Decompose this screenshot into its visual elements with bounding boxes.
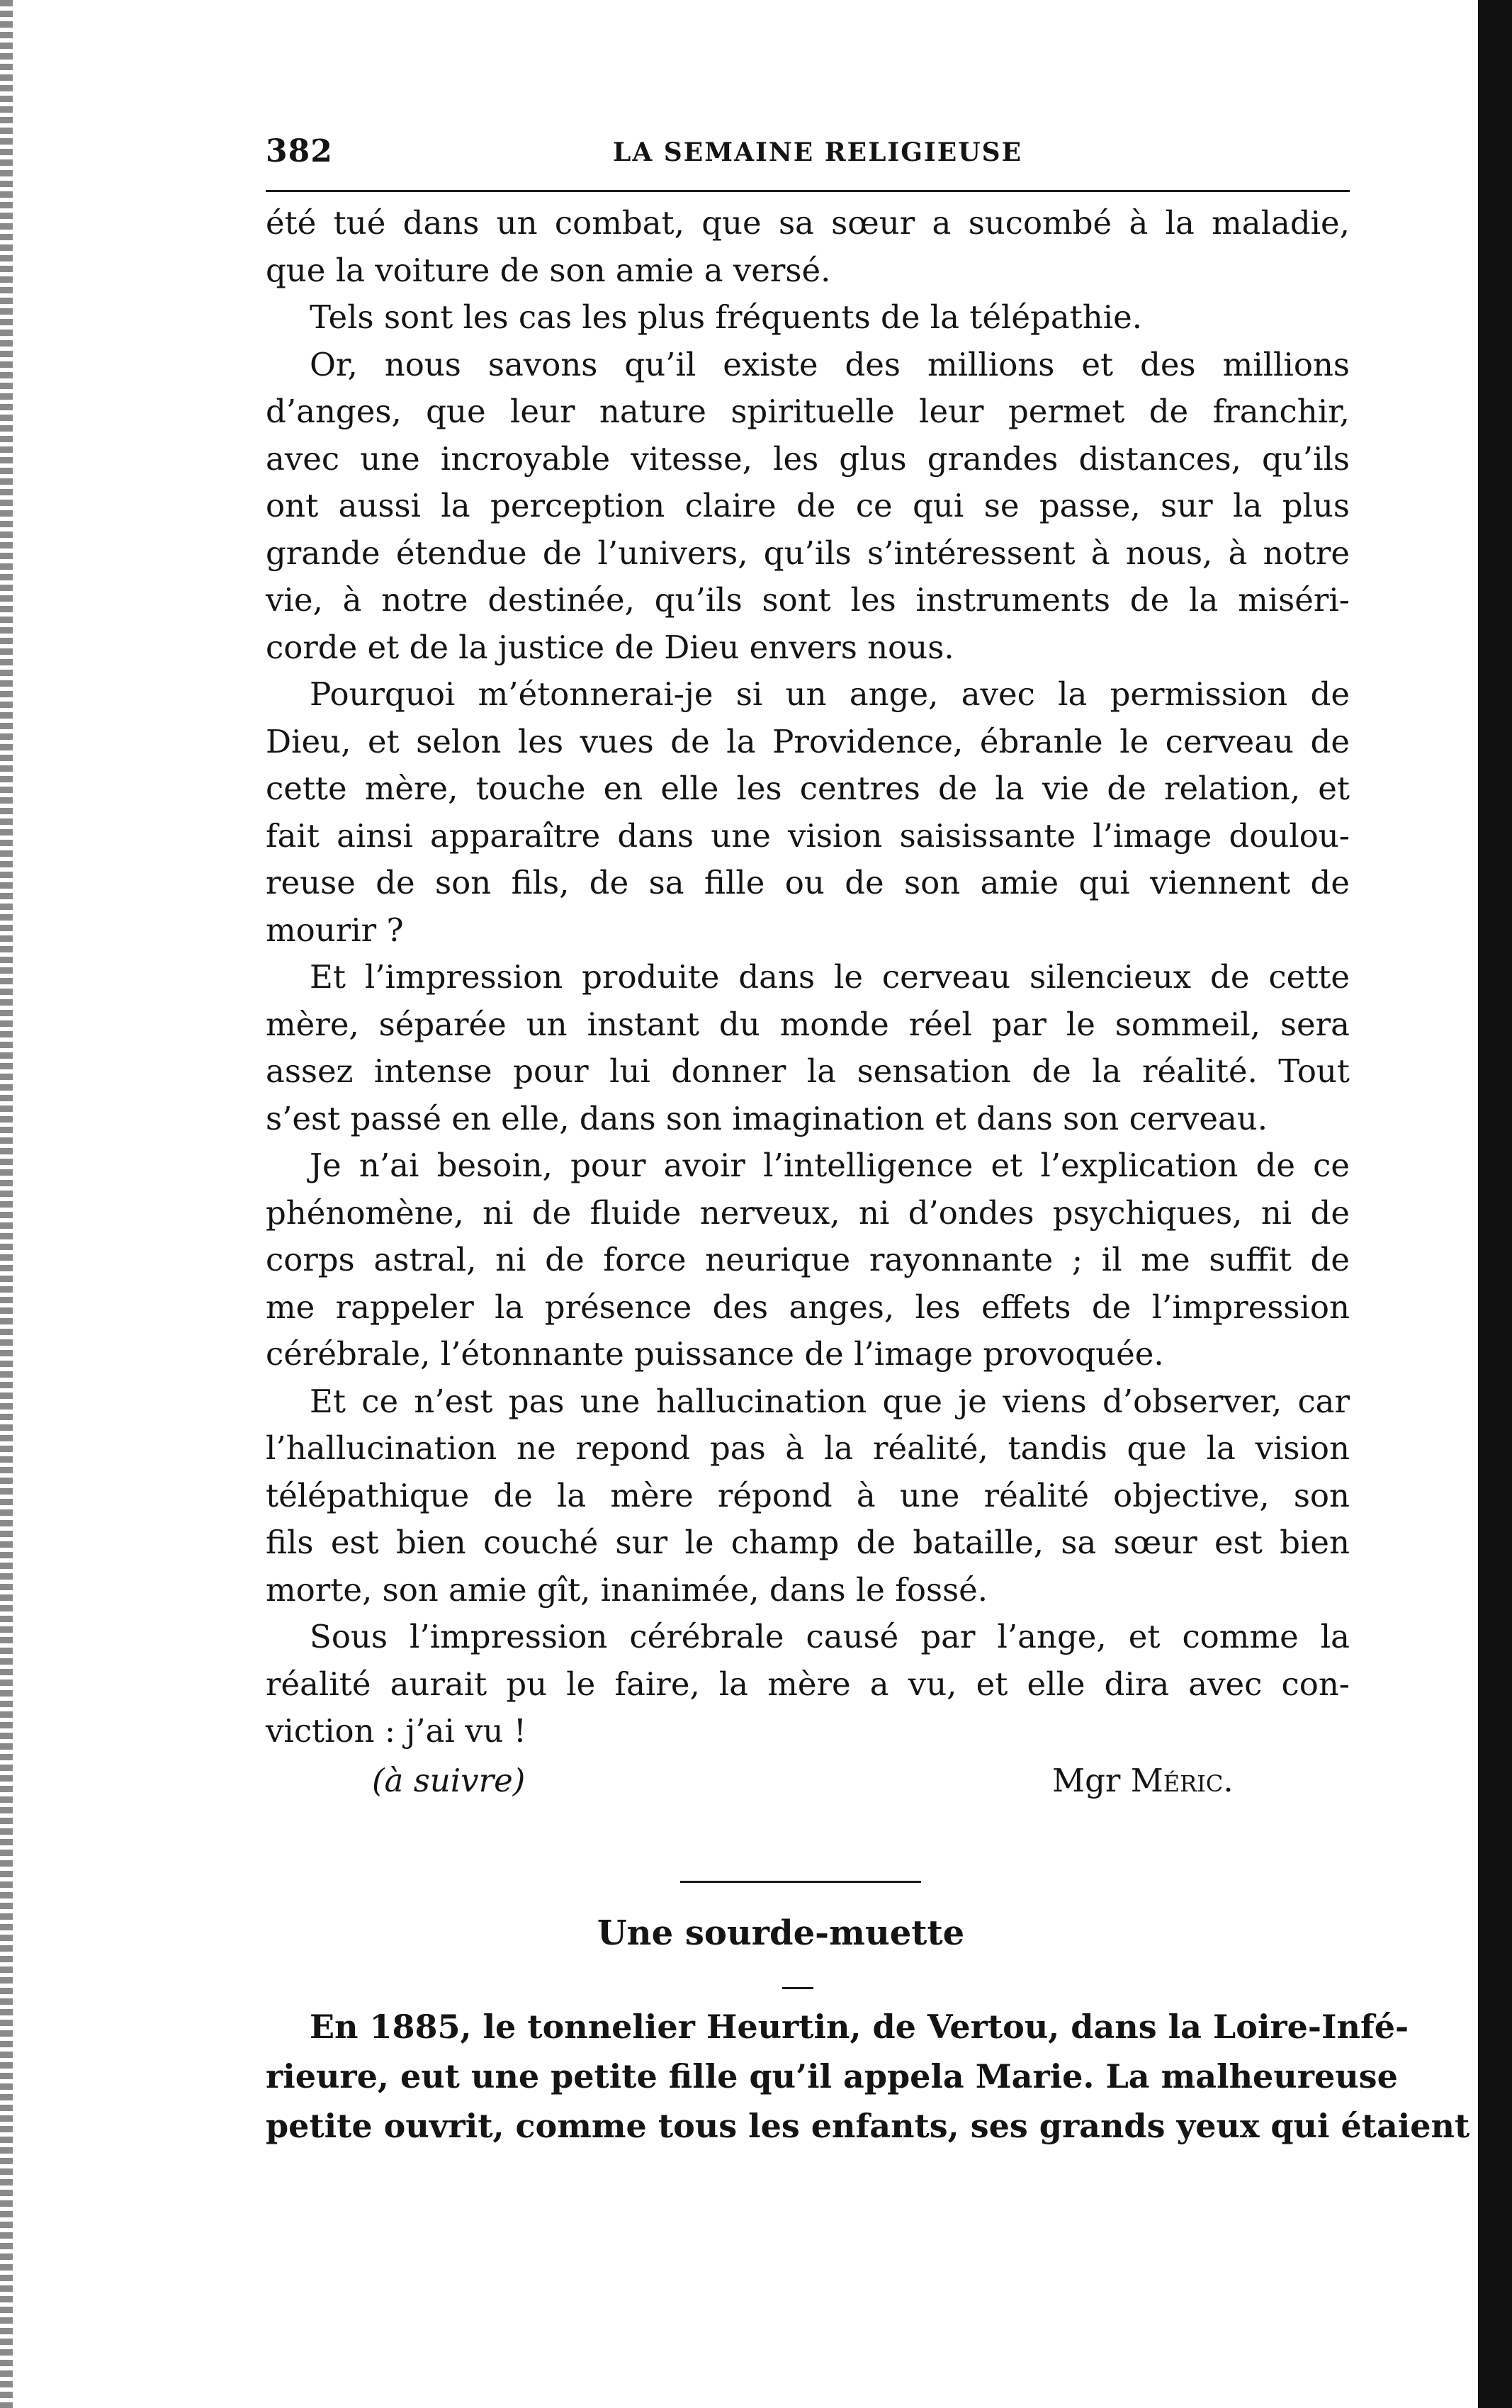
text-line: été tué dans un combat, que sa sœur a sucombé à la maladie, xyxy=(266,204,1350,242)
article-lines xyxy=(266,2002,1470,2151)
text-line: Tels sont les cas les plus fréquents de la télépathie. xyxy=(310,298,1143,336)
text-line: Et ce n’est pas une hallucination que je viens d’observer, car xyxy=(310,1382,1350,1420)
text-line: phénomène, ni de fluide nerveux, ni d’ondes psychiques, ni de xyxy=(266,1193,1350,1232)
article-text xyxy=(266,2002,1470,2151)
text-line: me rappeler la présence des anges, les effets de l’impression xyxy=(266,1288,1350,1326)
text-line: s’est passé en elle, dans son imagination et dans son cerveau. xyxy=(266,1099,1268,1137)
text-line: morte, son amie gît, inanimée, dans le fossé. xyxy=(266,1570,988,1609)
article-title: Une sourde-muette xyxy=(597,1913,965,1953)
text-line: corde et de la justice de Dieu envers nous. xyxy=(266,628,954,666)
continued-note: (à suivre) xyxy=(372,1761,526,1799)
text-line: cérébrale, l’étonnante puissance de l’image provoquée. xyxy=(266,1335,1164,1373)
text-line: ont aussi la perception claire de ce qui se passe, sur la plus xyxy=(266,487,1350,524)
text-line: Je n’ai besoin, pour avoir l’intelligence et l’explication de ce xyxy=(310,1147,1350,1184)
author-prefix: Mgr xyxy=(1052,1761,1131,1799)
text-line: mère, séparée un instant du monde réel par le sommeil, sera xyxy=(266,1005,1350,1043)
text-line: viction : j’ai vu ! xyxy=(266,1712,526,1750)
text-line: Et l’impression produite dans le cerveau silencieux de cette xyxy=(310,958,1350,996)
signature-line xyxy=(266,1755,1350,1806)
text-line: En 1885, le tonnelier Heurtin, de Vertou, dans la Loire-Infé- xyxy=(310,2008,1409,2046)
header-rule xyxy=(266,190,1350,192)
text-line: rieure, eut une petite fille qu’il appela Marie. La malheureuse xyxy=(266,2057,1398,2095)
text-line: petite ouvrit, comme tous les enfants, ses grands yeux qui étaient xyxy=(266,2107,1470,2145)
page-header xyxy=(266,133,1350,176)
scan-border xyxy=(1478,0,1512,2408)
text-line: avec une incroyable vitesse, les glus grandes distances, qu’ils xyxy=(266,439,1350,478)
text-line: corps astral, ni de force neurique rayonnante ; il me suffit de xyxy=(266,1241,1350,1278)
text-line: mourir ? xyxy=(266,911,404,949)
author-signature xyxy=(1052,1755,1234,1806)
body-text xyxy=(266,200,1350,1806)
title-dash xyxy=(782,1987,813,1989)
running-title: LA SEMAINE RELIGIEUSE xyxy=(613,137,1023,167)
text-line: assez intense pour lui donner la sensation de la réalité. Tout xyxy=(266,1052,1350,1090)
text-line: que la voiture de son amie a versé. xyxy=(266,251,831,289)
text-line: vie, à notre destinée, qu’ils sont les instruments de la miséri- xyxy=(266,581,1350,619)
author-name: Méric. xyxy=(1130,1761,1234,1799)
text-line: réalité aurait pu le faire, la mère a vu, et elle dira avec con- xyxy=(266,1665,1350,1703)
text-line: reuse de son fils, de sa fille ou de son amie qui viennent de xyxy=(266,864,1350,901)
text-line: Or, nous savons qu’il existe des millions et des millions xyxy=(310,345,1350,383)
section-divider xyxy=(680,1881,921,1883)
text-line: l’hallucination ne repond pas à la réalité, tandis que la vision xyxy=(266,1429,1350,1467)
page-binding-edge xyxy=(0,0,13,2408)
text-line: Sous l’impression cérébrale causé par l’ange, et comme la xyxy=(310,1618,1350,1655)
text-line: Pourquoi m’étonnerai-je si un ange, avec la permission de xyxy=(310,675,1350,713)
body-lines xyxy=(266,200,1350,1755)
text-line: télépathique de la mère répond à une réalité objective, son xyxy=(266,1476,1350,1514)
text-line: d’anges, que leur nature spirituelle leur permet de franchir, xyxy=(266,393,1350,430)
text-line: fait ainsi apparaître dans une vision saisissante l’image doulou- xyxy=(266,816,1350,855)
text-line: fils est bien couché sur le champ de bataille, sa sœur est bien xyxy=(266,1524,1350,1561)
text-line: Dieu, et selon les vues de la Providence, ébranle le cerveau de xyxy=(266,722,1350,760)
text-line: cette mère, touche en elle les centres de la vie de relation, et xyxy=(266,770,1350,807)
text-line: grande étendue de l’univers, qu’ils s’intéressent à nous, à notre xyxy=(266,534,1350,572)
page-number: 382 xyxy=(266,133,333,169)
